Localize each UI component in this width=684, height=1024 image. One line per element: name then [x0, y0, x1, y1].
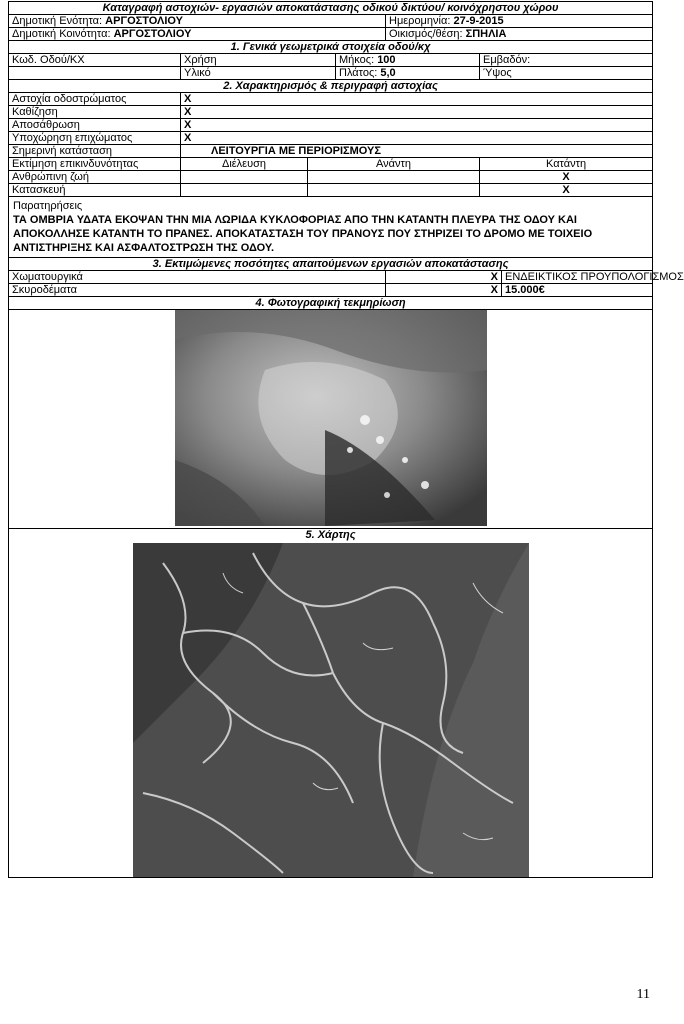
road-use: Χρήση — [181, 54, 336, 67]
risk-col-downhill: Κατάντη — [480, 158, 653, 171]
site-map — [133, 543, 529, 877]
record-date — [386, 15, 653, 28]
municipal-unit-value: ΑΡΓΟΣΤΟΛΙΟΥ — [105, 15, 183, 27]
risk-property-passage — [181, 184, 308, 197]
photo-cell — [9, 310, 653, 529]
road-length — [336, 54, 480, 67]
municipal-community-label: Δημοτική Κοινότητα: — [12, 28, 111, 40]
damage-record-form — [8, 1, 684, 878]
site-photo-image — [175, 310, 487, 526]
road-width-value: 5,0 — [380, 67, 396, 79]
municipal-community — [9, 28, 386, 41]
current-status-value: ΛΕΙΤΟΥΡΓΙΑ ΜΕ ΠΕΡΙΟΡΙΣΜΟΥΣ — [181, 145, 653, 158]
budget-label: ΕΝΔΕΙΚΤΙΚΟΣ ΠΡΟΥΠΟΛΟΓΙΣΜΟΣ — [502, 271, 653, 284]
road-width — [336, 67, 480, 80]
page-number: 11 — [636, 987, 650, 1002]
risk-property-downhill-mark: X — [480, 184, 653, 197]
road-height: Ύψος — [480, 67, 653, 80]
record-date-value: 27-9-2015 — [453, 15, 504, 27]
budget-value: 15.000€ — [502, 284, 653, 297]
failure-type-mark: X — [181, 119, 653, 132]
risk-life-label: Ανθρώπινη ζωή — [9, 171, 181, 184]
record-date-label: Ημερομηνία: — [389, 15, 451, 27]
risk-life-uphill — [308, 171, 480, 184]
risk-property-label: Κατασκευή — [9, 184, 181, 197]
risk-col-uphill: Ανάντη — [308, 158, 480, 171]
remarks — [9, 197, 653, 258]
road-width-label: Πλάτος: — [339, 67, 378, 79]
concrete-mark: X — [386, 284, 502, 297]
failure-type-mark: X — [181, 106, 653, 119]
settlement-value: ΣΠΗΛΙΑ — [465, 28, 507, 40]
failure-type-label: Καθίζηση — [9, 106, 181, 119]
failure-type-label: Αποσάθρωση — [9, 119, 181, 132]
concrete-label: Σκυροδέματα — [9, 284, 386, 297]
earthworks-label: Χωματουργικά — [9, 271, 386, 284]
municipal-community-value: ΑΡΓΟΣΤΟΛΙΟΥ — [113, 28, 192, 40]
earthworks-mark: X — [386, 271, 502, 284]
road-material: Υλικό — [181, 67, 336, 80]
risk-col-passage: Διέλευση — [181, 158, 308, 171]
failure-type-mark: X — [181, 132, 653, 145]
site-photo — [175, 310, 487, 526]
road-length-value: 100 — [377, 54, 396, 66]
settlement-label: Οικισμός/θέση: — [389, 28, 463, 40]
municipal-unit — [9, 15, 386, 28]
risk-assessment-label: Εκτίμηση επικινδυνότητας — [9, 158, 181, 171]
road-code-blank — [9, 67, 181, 80]
remarks-label: Παρατηρήσεις — [13, 200, 83, 212]
risk-life-passage — [181, 171, 308, 184]
road-code: Κωδ. Οδού/ΚΧ — [9, 54, 181, 67]
section5-title: 5. Χάρτης — [9, 529, 652, 542]
current-status-label: Σημερινή κατάσταση — [9, 145, 181, 158]
failure-type-label: Υποχώρηση επιχώματος — [9, 132, 181, 145]
section3-title: 3. Εκτιμώμενες ποσότητες απαιτούμενων εργασιών αποκατάστασης — [9, 258, 653, 271]
section1-title: 1. Γενικά γεωμετρικά στοιχεία οδού/κχ — [9, 41, 653, 54]
section4-title: 4. Φωτογραφική τεκμηρίωση — [9, 297, 653, 310]
failure-type-mark: X — [181, 93, 653, 106]
form-title: Καταγραφή αστοχιών- εργασιών αποκατάστασης οδικού δικτύου/ κοινόχρηστου χώρου — [9, 2, 653, 15]
map-cell — [9, 529, 653, 878]
risk-life-downhill-mark: X — [480, 171, 653, 184]
road-length-label: Μήκος: — [339, 54, 375, 66]
road-area: Εμβαδόν: — [480, 54, 653, 67]
municipal-unit-label: Δημοτική Ενότητα: — [12, 15, 103, 27]
failure-type-label: Αστοχία οδοστρώματος — [9, 93, 181, 106]
site-map-image — [133, 543, 529, 877]
remarks-text: ΤΑ ΟΜΒΡΙΑ ΥΔΑΤΑ ΕΚΟΨΑΝ ΤΗΝ ΜΙΑ ΛΩΡΙΔΑ ΚΥΚΛΟΦΟΡΙΑΣ ΑΠΟ ΤΗΝ ΚΑΤΑΝΤΗ ΠΛΕΥΡΑ ΤΗΣ ΟΔΟΥ ΚΑΙ ΑΠΟΚΟΛΛΗΣΕ ΚΑΤΑΝΤΗ ΤΟ ΠΡΑΝΕΣ. ΑΠΟΚΑΤΑΣΤΑΣΗ ΤΟΥ ΠΡΑΝΟΥΣ ΠΟΥ ΣΤΗΡΙΖΕΙ ΤΟ ΔΡΟΜΟ ΜΕ ΤΟΙΧΕΙΟ ΑΝΤΙΣΤΗΡΙΞΗΣ ΚΑΙ ΑΣΦΑΛΤΟΣΤΡΩΣΗ ΤΗΣ ΟΔΟΥ. — [13, 214, 593, 254]
risk-property-uphill — [308, 184, 480, 197]
form-table — [8, 1, 684, 878]
section2-title: 2. Χαρακτηρισμός & περιγραφή αστοχίας — [9, 80, 653, 93]
settlement — [386, 28, 653, 41]
